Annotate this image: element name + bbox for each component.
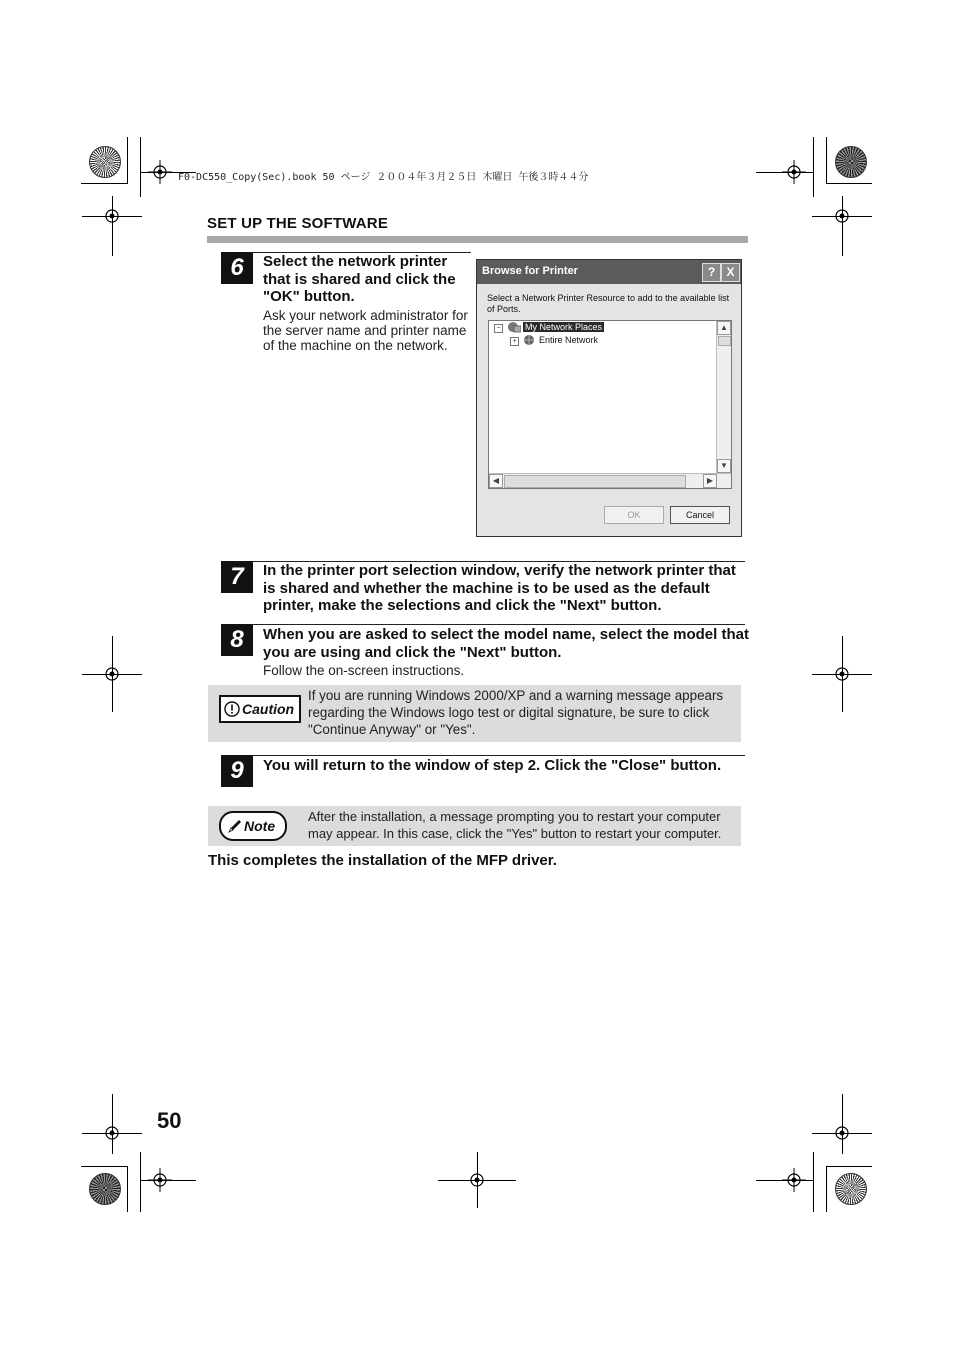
crosshair-icon (100, 204, 124, 228)
section-title: SET UP THE SOFTWARE (207, 215, 389, 232)
registration-rosette-icon (89, 146, 121, 178)
dialog-description: Select a Network Printer Resource to add to the available list of Ports. (487, 293, 730, 314)
section-rule (207, 236, 748, 243)
scroll-thumb[interactable] (504, 475, 686, 488)
step-number: 9 (221, 755, 253, 787)
horizontal-scrollbar[interactable] (489, 473, 731, 488)
network-places-icon (507, 321, 521, 333)
caution-badge (219, 695, 301, 723)
crop-mark (82, 674, 142, 675)
crop-mark (112, 1094, 113, 1154)
caution-text: If you are running Windows 2000/XP and a warning message appears regarding the Windows logo test or digital signature, be sure to click "Continue Anyway" or "Yes". (308, 688, 724, 737)
help-button[interactable]: ? (702, 263, 721, 282)
crop-mark (81, 183, 127, 184)
crop-mark (826, 1166, 827, 1212)
pencil-icon (227, 818, 243, 834)
tree-item-entire-network[interactable]: Entire Network (539, 335, 599, 345)
completion-text: This completes the installation of the MFP driver. (208, 852, 557, 869)
crop-mark (140, 1152, 141, 1212)
registration-rosette-icon (89, 1173, 121, 1205)
crop-mark (826, 183, 872, 184)
crop-mark (756, 1180, 814, 1181)
step-heading: Select the network printer that is shared and click the "OK" button. (263, 253, 456, 305)
tree-item-my-network-places[interactable]: My Network Places (525, 322, 603, 332)
caution-label: Caution (242, 701, 295, 717)
crosshair-icon (830, 204, 854, 228)
print-info-line: F0-DC550_Copy(Sec).book 50 ページ ２００４年３月２５日 木曜日 午後３時４４分 (178, 172, 589, 183)
crop-mark (826, 1166, 872, 1167)
crop-mark (812, 674, 872, 675)
crop-mark (140, 1180, 196, 1181)
crop-mark (813, 137, 814, 197)
exclamation-icon (224, 701, 240, 717)
note-text: After the installation, a message prompting you to restart your computer may appear. In this case, click the "Yes" button to restart your computer. (308, 809, 722, 841)
step-number: 7 (221, 561, 253, 593)
step-rule (221, 624, 745, 625)
registration-rosette-icon (835, 1173, 867, 1205)
dialog-titlebar (477, 260, 741, 284)
collapse-icon[interactable]: − (494, 324, 503, 333)
step-heading: You will return to the window of step 2. Click the "Close" button. (263, 757, 722, 774)
crop-mark (140, 137, 141, 197)
crop-mark (477, 1152, 478, 1208)
crop-mark (81, 1166, 127, 1167)
crop-mark (813, 1152, 814, 1212)
note-badge (219, 811, 287, 841)
dialog-title: Browse for Printer (482, 265, 578, 277)
crop-mark (842, 1094, 843, 1154)
scroll-right-icon[interactable]: ▶ (703, 474, 717, 488)
step-number: 8 (221, 624, 253, 656)
crop-mark (127, 1166, 128, 1212)
step-number: 6 (221, 252, 253, 284)
scroll-left-icon[interactable]: ◀ (489, 474, 503, 488)
globe-icon (523, 334, 535, 346)
page-number: 50 (157, 1108, 182, 1133)
expand-icon[interactable]: + (510, 337, 519, 346)
crop-mark (82, 1133, 142, 1134)
network-tree[interactable] (488, 320, 732, 489)
step-body: Follow the on-screen instructions. (263, 663, 465, 678)
close-button[interactable]: X (721, 263, 740, 282)
scroll-thumb[interactable] (718, 336, 731, 346)
crop-mark (756, 172, 814, 173)
step-rule (221, 755, 745, 756)
crop-mark (127, 137, 128, 184)
note-label: Note (244, 818, 276, 834)
step-heading: When you are asked to select the model name, select the model that you are using and click the "Next" button. (263, 626, 749, 661)
scroll-down-icon[interactable]: ▼ (717, 459, 731, 473)
scroll-up-icon[interactable]: ▲ (717, 321, 731, 335)
step-body: Ask your network administrator for the server name and printer name of the machine on the network. (263, 308, 468, 353)
ok-button[interactable]: OK (604, 506, 664, 524)
cancel-button[interactable]: Cancel (670, 506, 730, 524)
crop-mark (812, 1133, 872, 1134)
registration-rosette-icon (835, 146, 867, 178)
vertical-scrollbar[interactable] (716, 321, 731, 473)
step-heading: In the printer port selection window, verify the network printer that is shared and whether the machine is to be used as the default printer, make the selections and click the "Next" button. (263, 562, 736, 614)
browse-for-printer-dialog (476, 259, 742, 537)
crop-mark (826, 137, 827, 184)
